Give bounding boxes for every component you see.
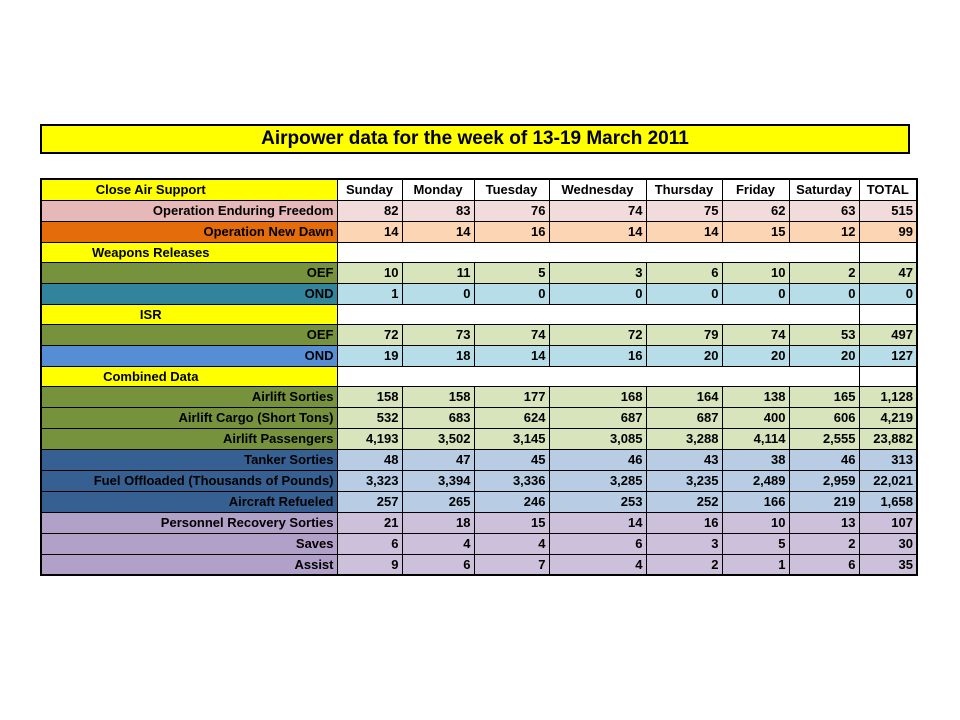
row-label: Aircraft Refueled (41, 491, 337, 512)
row-label: OEF (41, 262, 337, 283)
header-label: Close Air Support (41, 179, 337, 200)
table-cell: 9 (337, 554, 402, 575)
table-cell: 38 (722, 449, 789, 470)
row-label: Airlift Sorties (41, 386, 337, 407)
table-cell: 10 (722, 512, 789, 533)
column-header: Wednesday (549, 179, 646, 200)
table-cell: 3,502 (402, 428, 474, 449)
table-row (41, 449, 917, 470)
table-cell: 47 (402, 449, 474, 470)
table-row (41, 512, 917, 533)
table-cell: 15 (722, 221, 789, 242)
table-cell: 532 (337, 407, 402, 428)
row-label: Tanker Sorties (41, 449, 337, 470)
table-cell: 12 (789, 221, 859, 242)
table-cell: 72 (549, 324, 646, 345)
table-cell: 74 (474, 324, 549, 345)
table-cell: 3,285 (549, 470, 646, 491)
section-blank-cell (859, 242, 917, 262)
table-cell: 20 (789, 345, 859, 366)
table-cell: 2 (789, 533, 859, 554)
table-cell: 19 (337, 345, 402, 366)
table-cell: 0 (402, 283, 474, 304)
column-header: Sunday (337, 179, 402, 200)
row-label: Operation New Dawn (41, 221, 337, 242)
row-label: Saves (41, 533, 337, 554)
table-row (41, 533, 917, 554)
table-cell: 0 (722, 283, 789, 304)
table-cell: 257 (337, 491, 402, 512)
table-cell: 515 (859, 200, 917, 221)
row-label: OND (41, 345, 337, 366)
table-cell: 23,882 (859, 428, 917, 449)
section-label: Combined Data (41, 366, 337, 386)
table-cell: 30 (859, 533, 917, 554)
table-row (41, 283, 917, 304)
table-row (41, 470, 917, 491)
table-cell: 246 (474, 491, 549, 512)
section-row (41, 366, 917, 386)
row-label: OND (41, 283, 337, 304)
table-cell: 99 (859, 221, 917, 242)
table-cell: 0 (549, 283, 646, 304)
table-cell: 15 (474, 512, 549, 533)
table-cell: 624 (474, 407, 549, 428)
table-title: Airpower data for the week of 13-19 March 2011 (40, 124, 910, 154)
header-row (41, 179, 917, 200)
table-cell: 18 (402, 345, 474, 366)
row-label: Assist (41, 554, 337, 575)
table-cell: 75 (646, 200, 722, 221)
row-label: OEF (41, 324, 337, 345)
row-label: Airlift Passengers (41, 428, 337, 449)
table-cell: 4 (474, 533, 549, 554)
table-cell: 1 (722, 554, 789, 575)
table-cell: 16 (474, 221, 549, 242)
table-cell: 20 (722, 345, 789, 366)
table-cell: 48 (337, 449, 402, 470)
table-row (41, 386, 917, 407)
table-cell: 13 (789, 512, 859, 533)
table-cell: 46 (549, 449, 646, 470)
table-cell: 3 (646, 533, 722, 554)
table-cell: 6 (402, 554, 474, 575)
table-row (41, 345, 917, 366)
table-cell: 2,489 (722, 470, 789, 491)
row-label: Fuel Offloaded (Thousands of Pounds) (41, 470, 337, 491)
table-cell: 0 (474, 283, 549, 304)
table-cell: 21 (337, 512, 402, 533)
table-cell: 14 (337, 221, 402, 242)
table-cell: 14 (549, 512, 646, 533)
table-cell: 4,193 (337, 428, 402, 449)
table-row (41, 428, 917, 449)
table-cell: 1,658 (859, 491, 917, 512)
table-cell: 3 (549, 262, 646, 283)
table-cell: 14 (646, 221, 722, 242)
table-cell: 606 (789, 407, 859, 428)
table-cell: 177 (474, 386, 549, 407)
table-cell: 3,235 (646, 470, 722, 491)
table-cell: 72 (337, 324, 402, 345)
section-label: Weapons Releases (41, 242, 337, 262)
column-header: Monday (402, 179, 474, 200)
table-cell: 11 (402, 262, 474, 283)
table-cell: 6 (337, 533, 402, 554)
table-cell: 74 (722, 324, 789, 345)
table-cell: 168 (549, 386, 646, 407)
table-row (41, 491, 917, 512)
section-blank-cell (337, 366, 859, 386)
table-cell: 45 (474, 449, 549, 470)
table-cell: 1 (337, 283, 402, 304)
table-cell: 5 (474, 262, 549, 283)
table-cell: 0 (646, 283, 722, 304)
table-cell: 74 (549, 200, 646, 221)
table-cell: 4,114 (722, 428, 789, 449)
table-cell: 3,394 (402, 470, 474, 491)
table-cell: 18 (402, 512, 474, 533)
airpower-table (40, 178, 918, 576)
table-cell: 14 (474, 345, 549, 366)
table-cell: 10 (722, 262, 789, 283)
table-cell: 127 (859, 345, 917, 366)
table-cell: 1,128 (859, 386, 917, 407)
column-header: TOTAL (859, 179, 917, 200)
table-cell: 683 (402, 407, 474, 428)
table-cell: 400 (722, 407, 789, 428)
table-cell: 6 (789, 554, 859, 575)
table-row (41, 554, 917, 575)
table-cell: 6 (646, 262, 722, 283)
table-cell: 2 (646, 554, 722, 575)
column-header: Saturday (789, 179, 859, 200)
column-header: Friday (722, 179, 789, 200)
table-cell: 3,145 (474, 428, 549, 449)
table-cell: 2 (789, 262, 859, 283)
row-label: Operation Enduring Freedom (41, 200, 337, 221)
table-row (41, 221, 917, 242)
table-cell: 3,323 (337, 470, 402, 491)
table-cell: 687 (549, 407, 646, 428)
section-blank-cell (859, 304, 917, 324)
table-cell: 14 (549, 221, 646, 242)
section-row (41, 242, 917, 262)
column-header: Thursday (646, 179, 722, 200)
table-cell: 73 (402, 324, 474, 345)
table-cell: 63 (789, 200, 859, 221)
table-cell: 4 (402, 533, 474, 554)
section-blank-cell (337, 242, 859, 262)
table-cell: 6 (549, 533, 646, 554)
table-cell: 0 (789, 283, 859, 304)
table-cell: 219 (789, 491, 859, 512)
table-cell: 4,219 (859, 407, 917, 428)
table-cell: 14 (402, 221, 474, 242)
table-cell: 265 (402, 491, 474, 512)
table-cell: 46 (789, 449, 859, 470)
table-cell: 313 (859, 449, 917, 470)
table-cell: 164 (646, 386, 722, 407)
table-cell: 62 (722, 200, 789, 221)
table-cell: 83 (402, 200, 474, 221)
row-label: Personnel Recovery Sorties (41, 512, 337, 533)
table-cell: 2,959 (789, 470, 859, 491)
table-cell: 3,085 (549, 428, 646, 449)
table-cell: 4 (549, 554, 646, 575)
table-cell: 3,336 (474, 470, 549, 491)
table-cell: 22,021 (859, 470, 917, 491)
table-cell: 10 (337, 262, 402, 283)
table-cell: 158 (402, 386, 474, 407)
table-cell: 53 (789, 324, 859, 345)
table-cell: 166 (722, 491, 789, 512)
section-blank-cell (337, 304, 859, 324)
table-cell: 687 (646, 407, 722, 428)
table-cell: 20 (646, 345, 722, 366)
table-row (41, 200, 917, 221)
row-label: Airlift Cargo (Short Tons) (41, 407, 337, 428)
table-cell: 2,555 (789, 428, 859, 449)
table-row (41, 262, 917, 283)
table-cell: 0 (859, 283, 917, 304)
column-header: Tuesday (474, 179, 549, 200)
table-row (41, 324, 917, 345)
table-cell: 3,288 (646, 428, 722, 449)
table-cell: 107 (859, 512, 917, 533)
table-cell: 47 (859, 262, 917, 283)
table-row (41, 407, 917, 428)
section-row (41, 304, 917, 324)
table-cell: 252 (646, 491, 722, 512)
section-blank-cell (859, 366, 917, 386)
table-cell: 79 (646, 324, 722, 345)
table-cell: 35 (859, 554, 917, 575)
table-cell: 43 (646, 449, 722, 470)
section-label: ISR (41, 304, 337, 324)
table-cell: 82 (337, 200, 402, 221)
table-cell: 16 (549, 345, 646, 366)
table-cell: 158 (337, 386, 402, 407)
table-cell: 7 (474, 554, 549, 575)
table-cell: 253 (549, 491, 646, 512)
table-cell: 76 (474, 200, 549, 221)
table-cell: 138 (722, 386, 789, 407)
table-cell: 16 (646, 512, 722, 533)
table-cell: 165 (789, 386, 859, 407)
table-cell: 5 (722, 533, 789, 554)
table-cell: 497 (859, 324, 917, 345)
